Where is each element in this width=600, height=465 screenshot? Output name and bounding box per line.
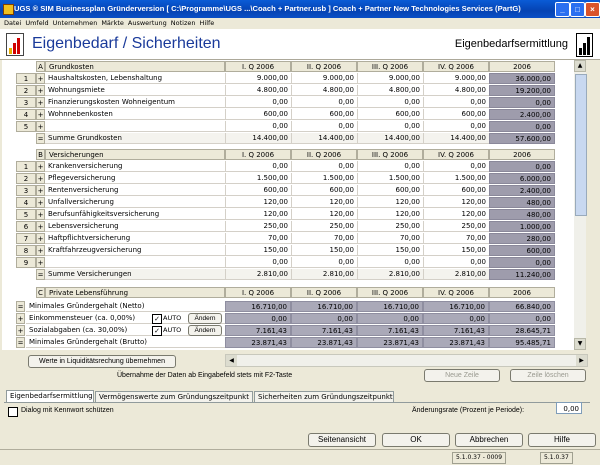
table-row xyxy=(2,85,574,97)
row-sign: + xyxy=(17,327,24,335)
value-cell[interactable]: 9.000,00 xyxy=(291,73,357,84)
col-header: I. Q 2006 xyxy=(225,149,291,160)
col-header: II. Q 2006 xyxy=(291,61,357,72)
title-bar xyxy=(0,0,600,18)
bar-chart-bw-icon xyxy=(576,33,593,57)
row-number: 2 xyxy=(16,85,36,96)
col-header: II. Q 2006 xyxy=(291,287,357,298)
status-bar xyxy=(0,449,600,465)
value-cell[interactable]: 600,00 xyxy=(291,109,357,120)
sum-cell[interactable]: 14.400,00 xyxy=(291,133,357,144)
close-button[interactable]: × xyxy=(585,2,600,17)
hilfe-button[interactable]: Hilfe xyxy=(528,433,596,447)
minimize-button[interactable]: _ xyxy=(555,2,570,17)
aenderungsrate-label: Änderungsrate (Prozent je Periode): xyxy=(412,407,525,414)
summary-row xyxy=(2,337,574,349)
value-cell[interactable]: 150,00 xyxy=(423,245,489,256)
summary-cell[interactable]: 7.161,43 xyxy=(225,325,291,336)
value-cell[interactable]: 600,00 xyxy=(423,109,489,120)
table-row xyxy=(2,109,574,121)
row-sign: + xyxy=(37,87,44,95)
row-sign: = xyxy=(37,135,44,143)
row-sign: + xyxy=(17,315,24,323)
aenderungsrate-input[interactable]: 0,00 xyxy=(556,402,582,414)
summary-cell[interactable]: 0,00 xyxy=(489,313,555,324)
tab-sicherheiten[interactable]: Sicherheiten zum Gründungszeitpunkt xyxy=(254,391,394,402)
row-sign: + xyxy=(37,75,44,83)
summary-cell[interactable]: 95.485,71 xyxy=(489,337,555,348)
value-cell[interactable]: 0,00 xyxy=(291,161,357,172)
value-cell[interactable]: 9.000,00 xyxy=(225,73,291,84)
row-sign: + xyxy=(37,247,44,255)
year-total-cell: 600,00 xyxy=(489,245,555,256)
section-letter: B xyxy=(36,149,45,160)
menu-datei[interactable]: Datei xyxy=(4,19,22,27)
row-sign: + xyxy=(37,99,44,107)
vertical-scrollbar[interactable] xyxy=(574,60,586,350)
zeile-loeschen-button[interactable]: Zeile löschen xyxy=(510,369,586,382)
year-total-cell: 36.000,00 xyxy=(489,73,555,84)
value-cell[interactable]: 0,00 xyxy=(225,121,291,132)
abbrechen-button[interactable]: Abbrechen xyxy=(455,433,523,447)
scroll-down-icon[interactable]: ▼ xyxy=(574,338,586,350)
summary-cell[interactable]: 7.161,43 xyxy=(423,325,489,336)
value-cell[interactable]: 1.500,00 xyxy=(291,173,357,184)
sum-cell[interactable]: 14.400,00 xyxy=(357,133,423,144)
col-header-year: 2006 xyxy=(489,149,555,160)
row-label: Minimales Gründergehalt (Brutto) xyxy=(26,337,225,348)
menu-notizen[interactable]: Notizen xyxy=(170,19,196,27)
year-total-cell: 0,00 xyxy=(489,121,555,132)
row-number: 5 xyxy=(16,209,36,220)
value-cell[interactable]: 4.800,00 xyxy=(423,85,489,96)
row-sign: + xyxy=(37,123,44,131)
row-number: 5 xyxy=(16,121,36,132)
value-cell[interactable]: 120,00 xyxy=(291,209,357,220)
summary-cell[interactable]: 16.710,00 xyxy=(225,301,291,312)
col-header: IV. Q 2006 xyxy=(423,61,489,72)
section-letter: A xyxy=(36,61,45,72)
row-sign: + xyxy=(37,259,44,267)
menu-auswertung[interactable]: Auswertung xyxy=(127,19,167,27)
sum-cell[interactable]: 2.810,00 xyxy=(423,269,489,280)
summary-row xyxy=(2,301,574,313)
summary-row xyxy=(2,313,574,325)
value-cell[interactable]: 120,00 xyxy=(423,209,489,220)
sum-label: Summe Versicherungen xyxy=(45,269,225,280)
value-cell[interactable]: 1.500,00 xyxy=(357,173,423,184)
summary-cell[interactable]: 16.710,00 xyxy=(357,301,423,312)
scroll-up-icon[interactable]: ▲ xyxy=(574,60,586,72)
section-title: Private Lebensführung xyxy=(45,287,225,298)
summary-cell[interactable]: 0,00 xyxy=(357,313,423,324)
row-number: 6 xyxy=(16,221,36,232)
value-cell[interactable]: 250,00 xyxy=(357,221,423,232)
row-sign: = xyxy=(37,271,44,279)
menu-maerkte[interactable]: Märkte xyxy=(101,19,124,27)
value-cell[interactable]: 70,00 xyxy=(357,233,423,244)
value-cell[interactable]: 150,00 xyxy=(291,245,357,256)
status-version-build: 5.1.0.37 - 0009 xyxy=(452,452,506,464)
dialog-checkbox[interactable] xyxy=(8,407,18,417)
table-row xyxy=(2,245,574,257)
row-sign: + xyxy=(37,199,44,207)
scroll-thumb[interactable] xyxy=(575,74,587,216)
summary-cell[interactable]: 0,00 xyxy=(423,313,489,324)
section-title: Grundkosten xyxy=(45,61,225,72)
row-number: 2 xyxy=(16,173,36,184)
status-version: 5.1.0.37 xyxy=(540,452,573,464)
year-total-cell: 0,00 xyxy=(489,161,555,172)
value-cell[interactable]: 70,00 xyxy=(423,233,489,244)
hint-text: Übernahme der Daten ab Eingabefeld stets mit F2-Taste xyxy=(117,372,293,379)
value-cell[interactable]: 1.500,00 xyxy=(423,173,489,184)
row-label: Minimales Gründergehalt (Netto) xyxy=(26,301,225,312)
row-label: Wohnungsmiete xyxy=(45,85,225,96)
auto-checkbox[interactable]: ✓ xyxy=(152,314,162,324)
page-title: Eigenbedarf / Sicherheiten xyxy=(32,35,221,52)
menu-umfeld[interactable]: Umfeld xyxy=(25,19,49,27)
value-cell[interactable]: 0,00 xyxy=(423,257,489,268)
ok-button[interactable]: OK xyxy=(382,433,450,447)
summary-cell[interactable]: 0,00 xyxy=(225,313,291,324)
menu-hilfe[interactable]: Hilfe xyxy=(199,19,215,27)
page-header xyxy=(0,29,600,60)
summary-cell[interactable]: 7.161,43 xyxy=(357,325,423,336)
row-label: Kraftfahrzeugversicherung xyxy=(45,245,225,256)
col-header-year: 2006 xyxy=(489,287,555,298)
row-sign: = xyxy=(17,339,24,347)
menu-unternehmen[interactable]: Unternehmen xyxy=(52,19,98,27)
value-cell[interactable]: 0,00 xyxy=(291,257,357,268)
year-total-cell: 1.000,00 xyxy=(489,221,555,232)
col-header: III. Q 2006 xyxy=(357,287,423,298)
value-cell[interactable]: 600,00 xyxy=(225,109,291,120)
row-sign: + xyxy=(37,187,44,195)
row-sign: + xyxy=(37,235,44,243)
year-total-cell: 2.400,00 xyxy=(489,109,555,120)
year-total-cell: 480,00 xyxy=(489,209,555,220)
value-cell[interactable]: 9.000,00 xyxy=(357,73,423,84)
table-row xyxy=(2,173,574,185)
col-header: I. Q 2006 xyxy=(225,61,291,72)
table-row xyxy=(2,197,574,209)
row-number: 3 xyxy=(16,97,36,108)
summary-cell[interactable]: 7.161,43 xyxy=(291,325,357,336)
row-number: 4 xyxy=(16,197,36,208)
row-label: Sozialabgaben (ca. 30,00%) xyxy=(26,325,225,336)
table-row xyxy=(2,185,574,197)
col-header: I. Q 2006 xyxy=(225,287,291,298)
row-number: 1 xyxy=(16,161,36,172)
row-label: Lebensversicherung xyxy=(45,221,225,232)
value-cell[interactable]: 0,00 xyxy=(423,97,489,108)
col-header: IV. Q 2006 xyxy=(423,149,489,160)
row-label: Krankenversicherung xyxy=(45,161,225,172)
table-row xyxy=(2,161,574,173)
data-grid xyxy=(2,60,574,350)
value-cell[interactable]: 150,00 xyxy=(357,245,423,256)
row-sign: + xyxy=(37,175,44,183)
summary-cell[interactable]: 16.710,00 xyxy=(423,301,489,312)
value-cell[interactable]: 250,00 xyxy=(291,221,357,232)
summary-cell[interactable]: 66.840,00 xyxy=(489,301,555,312)
value-cell[interactable]: 0,00 xyxy=(357,257,423,268)
row-label: Haushaltskosten, Lebenshaltung xyxy=(45,73,225,84)
summary-cell[interactable]: 0,00 xyxy=(291,313,357,324)
aendern-button[interactable]: Ändern xyxy=(188,325,222,336)
sum-row xyxy=(2,269,574,281)
dialog-checkbox-label: Dialog mit Kennwort schützen xyxy=(21,407,114,414)
col-header: III. Q 2006 xyxy=(357,149,423,160)
year-total-cell: 2.400,00 xyxy=(489,185,555,196)
tab-vermoegenswerte[interactable]: Vermögenswerte zum Gründungszeitpunkt xyxy=(95,391,253,402)
menu-bar xyxy=(0,18,600,29)
row-number: 3 xyxy=(16,185,36,196)
row-number: 1 xyxy=(16,73,36,84)
auto-label: AUTO xyxy=(163,326,182,334)
value-cell[interactable]: 600,00 xyxy=(423,185,489,196)
summary-cell[interactable]: 23.871,43 xyxy=(291,337,357,348)
row-label: Unfallversicherung xyxy=(45,197,225,208)
scroll-left-icon[interactable]: ◀ xyxy=(226,355,237,366)
row-sign: + xyxy=(37,111,44,119)
row-sign: = xyxy=(17,303,24,311)
col-header: III. Q 2006 xyxy=(357,61,423,72)
window-title: UGS ® SIM Businessplan Gründerversion [ C:\Programme\UGS ...\Coach + Partner.usb ] Coach + Partner New Technologies Services (PartG) xyxy=(14,4,521,13)
scroll-right-icon[interactable]: ▶ xyxy=(576,355,587,366)
table-row xyxy=(2,209,574,221)
value-cell[interactable]: 150,00 xyxy=(225,245,291,256)
bar-chart-icon xyxy=(6,33,24,56)
maximize-button[interactable]: □ xyxy=(570,2,585,17)
row-number: 4 xyxy=(16,109,36,120)
sum-row xyxy=(2,133,574,145)
value-cell[interactable]: 120,00 xyxy=(225,197,291,208)
row-label: Pflegeversicherung xyxy=(45,173,225,184)
value-cell[interactable]: 0,00 xyxy=(357,161,423,172)
year-total-cell: 11.240,00 xyxy=(489,269,555,280)
summary-cell[interactable]: 16.710,00 xyxy=(291,301,357,312)
col-header: II. Q 2006 xyxy=(291,149,357,160)
page-subtitle: Eigenbedarfsermittlung xyxy=(454,38,568,50)
sum-cell[interactable]: 2.810,00 xyxy=(291,269,357,280)
horizontal-scrollbar[interactable] xyxy=(225,354,588,367)
year-total-cell: 280,00 xyxy=(489,233,555,244)
col-header-year: 2006 xyxy=(489,61,555,72)
row-sign: + xyxy=(37,223,44,231)
value-cell[interactable]: 120,00 xyxy=(423,197,489,208)
row-label xyxy=(45,257,225,268)
value-cell[interactable]: 9.000,00 xyxy=(423,73,489,84)
row-sign: + xyxy=(37,211,44,219)
section-b-header xyxy=(2,149,574,161)
auto-checkbox[interactable]: ✓ xyxy=(152,326,162,336)
value-cell[interactable]: 120,00 xyxy=(225,209,291,220)
table-row xyxy=(2,233,574,245)
value-cell[interactable]: 70,00 xyxy=(225,233,291,244)
section-title: Versicherungen xyxy=(45,149,225,160)
value-cell[interactable]: 250,00 xyxy=(225,221,291,232)
row-sign: + xyxy=(37,163,44,171)
value-cell[interactable]: 120,00 xyxy=(357,209,423,220)
table-row xyxy=(2,257,574,269)
table-row xyxy=(2,73,574,85)
table-row xyxy=(2,121,574,133)
row-label: Einkommensteuer (ca. 0,00%) xyxy=(26,313,225,324)
seitenansicht-button[interactable]: Seitenansicht xyxy=(308,433,376,447)
table-row xyxy=(2,221,574,233)
tab-divider xyxy=(4,402,590,403)
sum-cell[interactable]: 14.400,00 xyxy=(225,133,291,144)
value-cell[interactable]: 0,00 xyxy=(225,97,291,108)
aendern-button[interactable]: Ändern xyxy=(188,313,222,324)
value-cell[interactable]: 0,00 xyxy=(423,121,489,132)
row-number: 8 xyxy=(16,245,36,256)
sum-cell[interactable]: 2.810,00 xyxy=(225,269,291,280)
value-cell[interactable]: 0,00 xyxy=(225,161,291,172)
row-label: Finanzierungskosten Wohneigentum xyxy=(45,97,225,108)
value-cell[interactable]: 0,00 xyxy=(291,121,357,132)
value-cell[interactable]: 120,00 xyxy=(291,197,357,208)
summary-cell[interactable]: 23.871,43 xyxy=(423,337,489,348)
row-label: Rentenversicherung xyxy=(45,185,225,196)
value-cell[interactable]: 70,00 xyxy=(291,233,357,244)
section-letter: C xyxy=(36,287,45,298)
uebernehmen-button[interactable]: Werte in Liquiditätsrechung übernehmen xyxy=(28,355,176,368)
summary-cell[interactable]: 23.871,43 xyxy=(225,337,291,348)
value-cell[interactable]: 0,00 xyxy=(357,97,423,108)
value-cell[interactable]: 4.800,00 xyxy=(291,85,357,96)
summary-row xyxy=(2,325,574,337)
value-cell[interactable]: 600,00 xyxy=(291,185,357,196)
row-label: Haftpflichtversicherung xyxy=(45,233,225,244)
summary-cell[interactable]: 23.871,43 xyxy=(357,337,423,348)
year-total-cell: 0,00 xyxy=(489,257,555,268)
value-cell[interactable]: 250,00 xyxy=(423,221,489,232)
sum-label: Summe Grundkosten xyxy=(45,133,225,144)
summary-cell[interactable]: 28.645,71 xyxy=(489,325,555,336)
row-number: 9 xyxy=(16,257,36,268)
sum-cell[interactable]: 2.810,00 xyxy=(357,269,423,280)
value-cell[interactable]: 0,00 xyxy=(291,97,357,108)
neue-zeile-button[interactable]: Neue Zeile xyxy=(424,369,500,382)
value-cell[interactable]: 0,00 xyxy=(423,161,489,172)
section-c-header xyxy=(2,287,574,299)
table-row xyxy=(2,97,574,109)
row-number: 7 xyxy=(16,233,36,244)
row-label: Berufsunfähigkeitsversicherung xyxy=(45,209,225,220)
year-total-cell: 6.000,00 xyxy=(489,173,555,184)
value-cell[interactable]: 600,00 xyxy=(357,185,423,196)
sum-cell[interactable]: 14.400,00 xyxy=(423,133,489,144)
value-cell[interactable]: 0,00 xyxy=(225,257,291,268)
value-cell[interactable]: 1.500,00 xyxy=(225,173,291,184)
auto-label: AUTO xyxy=(163,314,182,322)
tab-eigenbedarf[interactable]: Eigenbedarfsermittlung xyxy=(6,390,94,402)
year-total-cell: 57.600,00 xyxy=(489,133,555,144)
value-cell[interactable]: 0,00 xyxy=(357,121,423,132)
value-cell[interactable]: 600,00 xyxy=(225,185,291,196)
col-header: IV. Q 2006 xyxy=(423,287,489,298)
row-label: Wohnnebenkosten xyxy=(45,109,225,120)
value-cell[interactable]: 4.800,00 xyxy=(357,85,423,96)
app-icon xyxy=(3,4,14,15)
value-cell[interactable]: 600,00 xyxy=(357,109,423,120)
section-a-header xyxy=(2,61,574,73)
year-total-cell: 480,00 xyxy=(489,197,555,208)
row-label xyxy=(45,121,225,132)
year-total-cell: 19.200,00 xyxy=(489,85,555,96)
value-cell[interactable]: 4.800,00 xyxy=(225,85,291,96)
value-cell[interactable]: 120,00 xyxy=(357,197,423,208)
year-total-cell: 0,00 xyxy=(489,97,555,108)
